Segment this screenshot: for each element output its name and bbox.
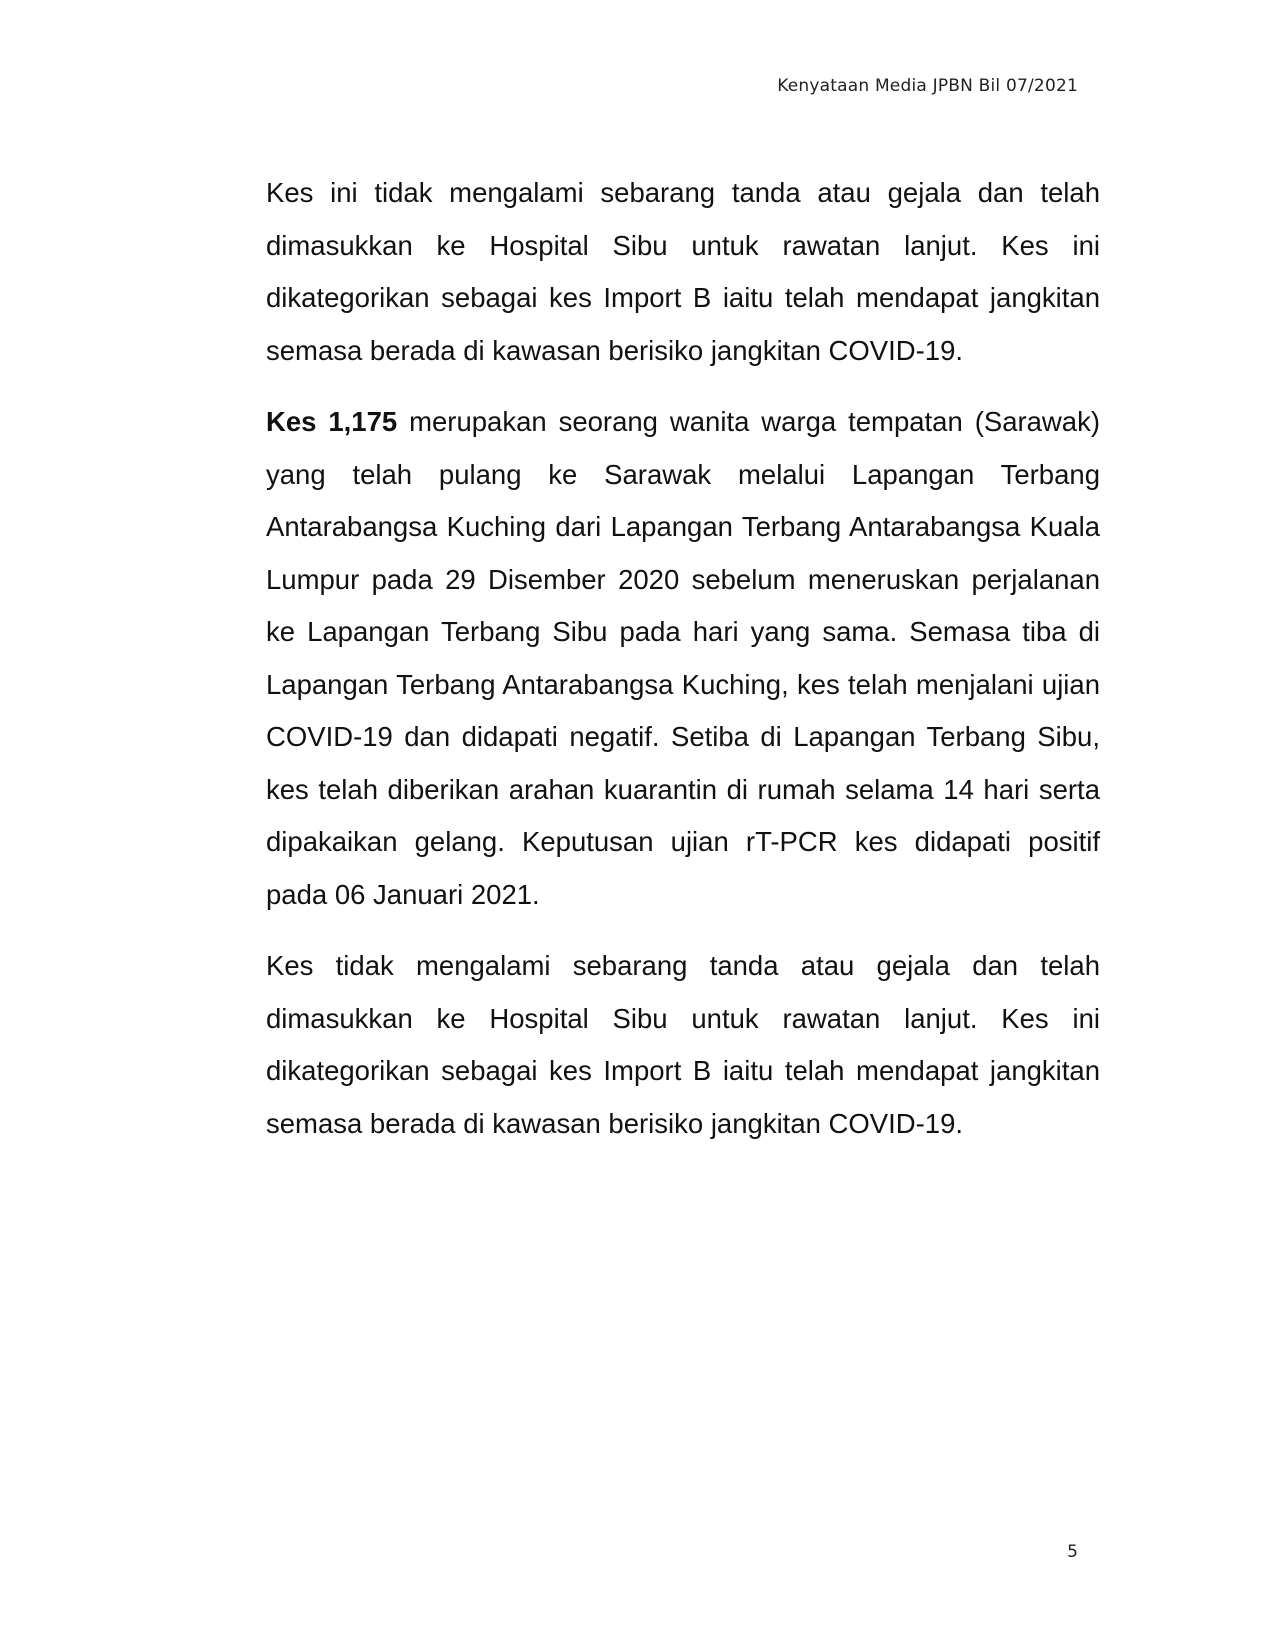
paragraph-case-1175-status: Kes tidak mengalami sebarang tanda atau gejala dan telah dimasukkan ke Hospital Sibu untuk rawatan lanjut. Kes ini dikategorikan sebagai kes Import B iaitu telah mendapat jangkitan semasa berada di kawasan berisiko jangkitan COVID-19. — [266, 950, 1100, 1139]
case-label: Kes 1,175 — [266, 406, 398, 437]
paragraph-case-1174-status: Kes ini tidak mengalami sebarang tanda atau gejala dan telah dimasukkan ke Hospital Sibu untuk rawatan lanjut. Kes ini dikategorikan sebagai kes Import B iaitu telah mendapat jangkitan semasa berada di kawasan berisiko jangkitan COVID-19. — [266, 177, 1100, 366]
document-reference-header: Kenyataan Media JPBN Bil 07/2021 — [777, 76, 1078, 96]
case-description: merupakan seorang wanita warga tempatan (Sarawak) yang telah pulang ke Sarawak melalui Lapangan Terbang Antarabangsa Kuching dari Lapangan Terbang Antarabangsa Kuala Lumpur pada 29 Disember 2020 sebelum meneruskan perjalanan ke Lapangan Terbang Sibu pada hari yang sama. Semasa tiba di Lapangan Terbang Antarabangsa Kuching, kes telah menjalani ujian COVID-19 dan didapati negatif. Setiba di Lapangan Terbang Sibu, kes telah diberikan arahan kuarantin di rumah selama 14 hari serta dipakaikan gelang. Keputusan ujian rT-PCR kes didapati positif pada 06 Januari 2021. — [266, 406, 1100, 910]
document-body — [266, 167, 1100, 1169]
paragraph-case-1175-details — [266, 396, 1100, 921]
page-number: 5 — [1067, 1542, 1078, 1562]
